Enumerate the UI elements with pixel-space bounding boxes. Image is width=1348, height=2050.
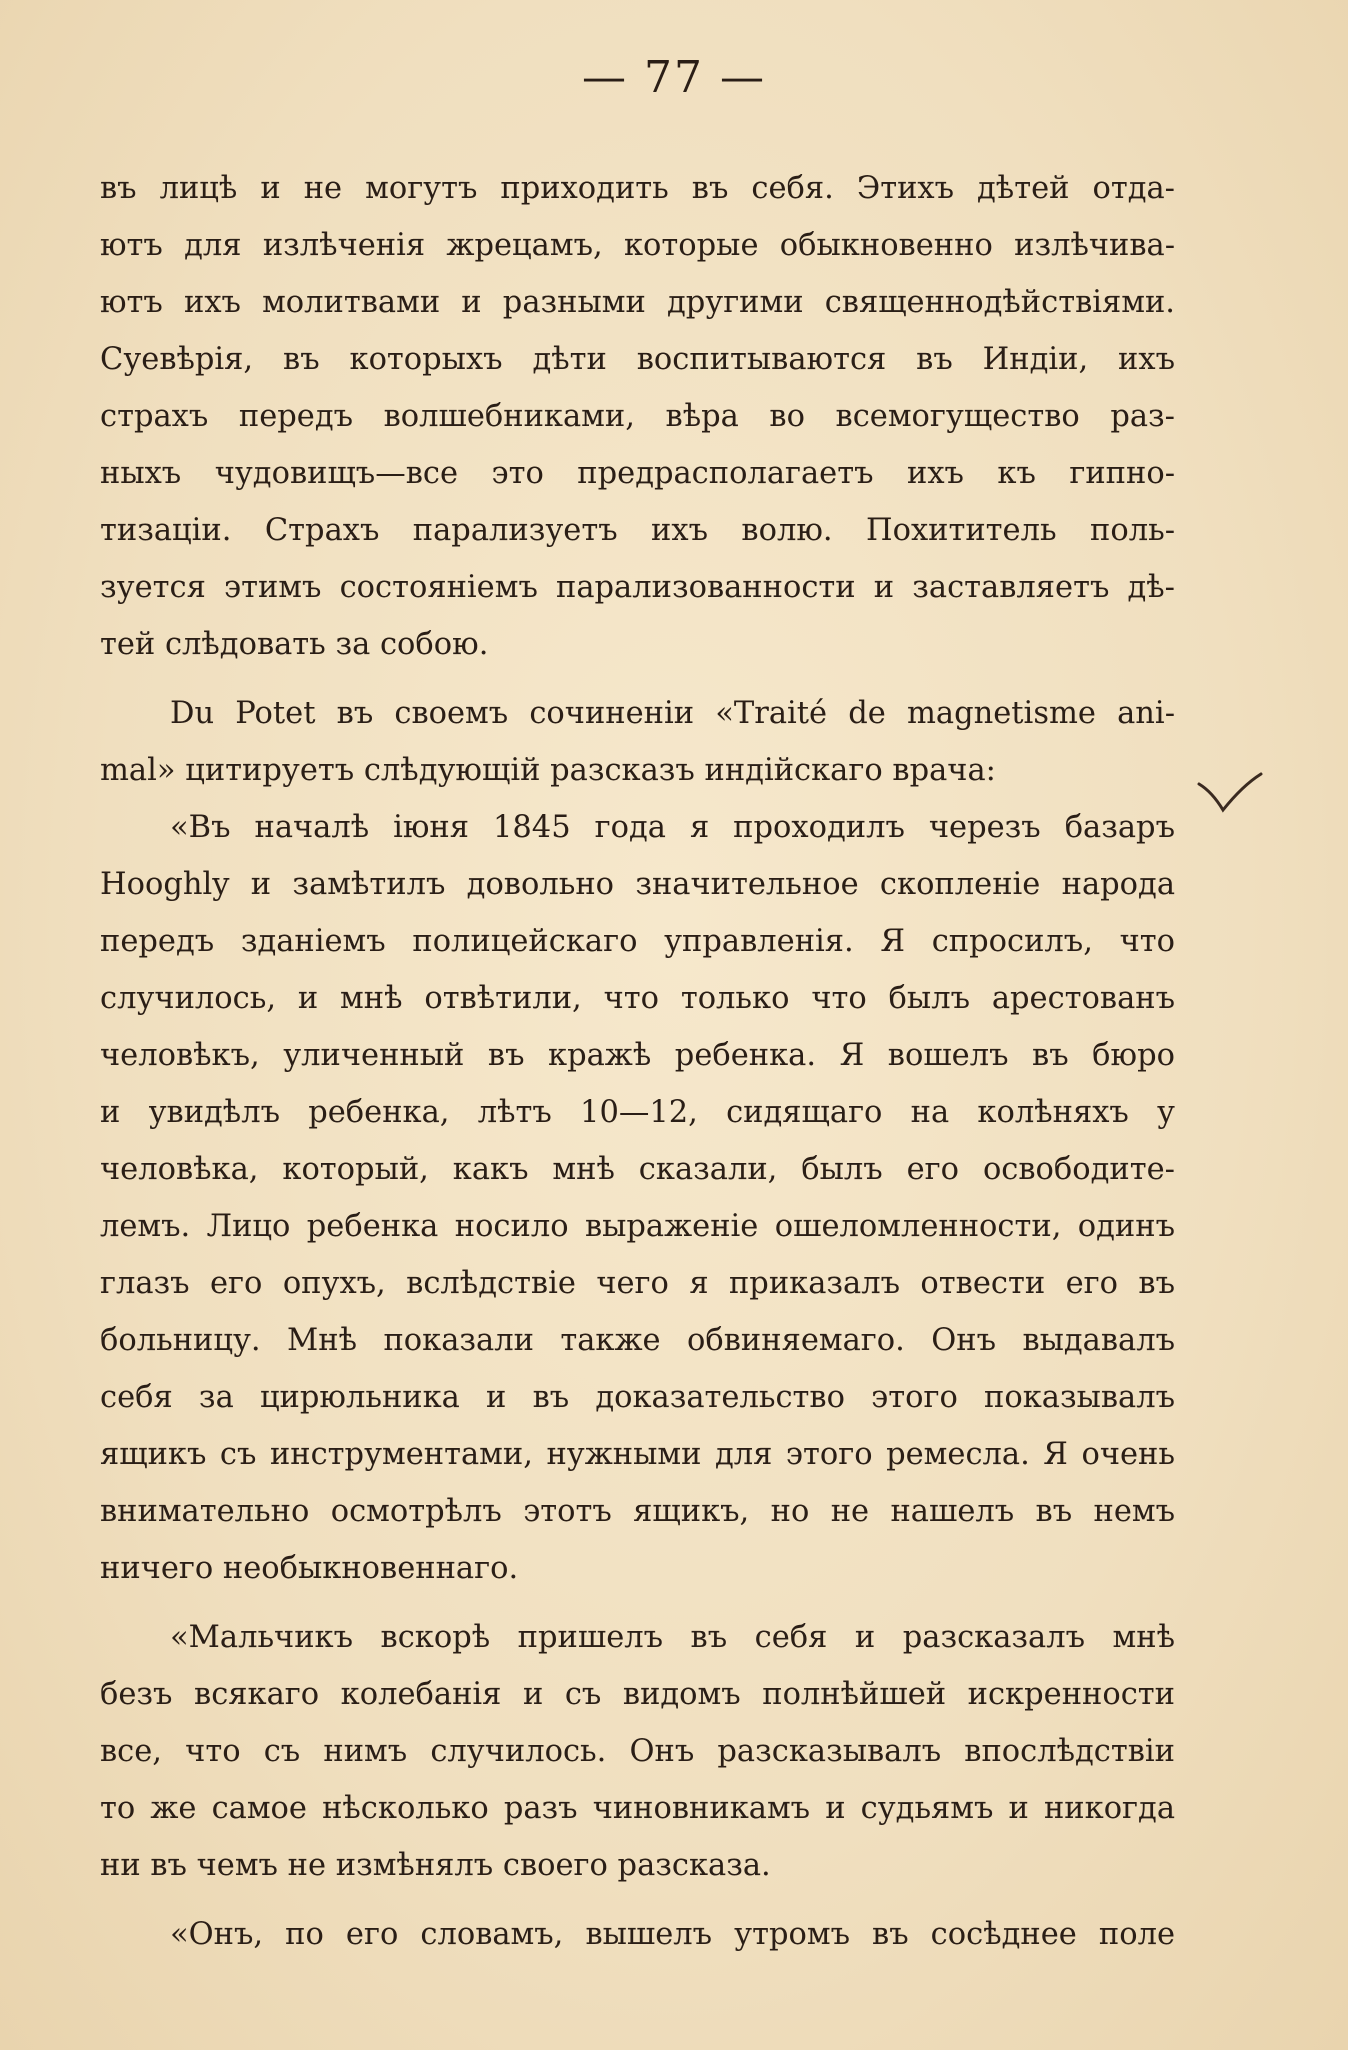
text-line: Суевѣрія, въ которыхъ дѣти воспитываются въ Индіи, ихъ bbox=[100, 342, 1175, 377]
paragraph bbox=[100, 1609, 1175, 1894]
text-line: Hooghly и замѣтилъ довольно значительное скопленіе народа bbox=[100, 867, 1175, 902]
text-line: больницу. Мнѣ показали также обвиняемаго. Онъ выдавалъ bbox=[100, 1323, 1175, 1358]
text-line: страхъ передъ волшебниками, вѣра во всемогущество раз- bbox=[100, 399, 1175, 434]
text-line: себя за цирюльника и въ доказательство этого показывалъ bbox=[100, 1380, 1175, 1415]
text-line: ничего необыкновеннаго. bbox=[100, 1551, 519, 1586]
paragraph bbox=[100, 160, 1175, 673]
text-line: «Онъ, по его словамъ, вышелъ утромъ въ сосѣднее поле bbox=[170, 1917, 1175, 1952]
paragraph bbox=[100, 799, 1175, 1597]
text-line: внимательно осмотрѣлъ этотъ ящикъ, но не нашелъ въ немъ bbox=[100, 1494, 1175, 1529]
text-line: и увидѣлъ ребенка, лѣтъ 10—12, сидящаго на колѣняхъ у bbox=[100, 1095, 1175, 1130]
text-line: «Мальчикъ вскорѣ пришелъ въ себя и разсказалъ мнѣ bbox=[170, 1620, 1175, 1655]
text-line: человѣка, который, какъ мнѣ сказали, былъ его освободите- bbox=[100, 1152, 1175, 1187]
text-line: «Въ началѣ іюня 1845 года я проходилъ черезъ базаръ bbox=[170, 810, 1175, 845]
paragraph bbox=[100, 1906, 1175, 1963]
text-line: тизаціи. Страхъ парализуетъ ихъ волю. Похититель поль- bbox=[100, 513, 1175, 548]
page-number: — 77 — bbox=[582, 52, 766, 103]
text-line: случилось, и мнѣ отвѣтили, что только что былъ арестованъ bbox=[100, 981, 1175, 1016]
text-line: передъ зданіемъ полицейскаго управленія. Я спросилъ, что bbox=[100, 924, 1175, 959]
text-line: ныхъ чудовищъ—все это предрасполагаетъ ихъ къ гипно- bbox=[100, 456, 1175, 491]
text-line: въ лицѣ и не могутъ приходить въ себя. Этихъ дѣтей отда- bbox=[100, 171, 1175, 206]
text-line: глазъ его опухъ, вслѣдствіе чего я приказалъ отвести его въ bbox=[100, 1266, 1175, 1301]
text-line: mal» цитируетъ слѣдующій разсказъ индійскаго врача: bbox=[100, 753, 996, 788]
text-line: безъ всякаго колебанія и съ видомъ полнѣйшей искренности bbox=[100, 1677, 1175, 1712]
text-line: ни въ чемъ не измѣнялъ своего разсказа. bbox=[100, 1848, 771, 1883]
text-line: ютъ ихъ молитвами и разными другими священнодѣйствіями. bbox=[100, 285, 1175, 320]
text-line: зуется этимъ состояніемъ парализованности и заставляетъ дѣ- bbox=[100, 570, 1175, 605]
text-line: то же самое нѣсколько разъ чиновникамъ и судьямъ и никогда bbox=[100, 1791, 1175, 1826]
text-line: ютъ для излѣченія жрецамъ, которые обыкновенно излѣчива- bbox=[100, 228, 1175, 263]
body-text bbox=[100, 160, 1175, 1963]
text-line: ящикъ съ инструментами, нужными для этого ремесла. Я очень bbox=[100, 1437, 1175, 1472]
text-line: человѣкъ, уличенный въ кражѣ ребенка. Я вошелъ въ бюро bbox=[100, 1038, 1175, 1073]
text-line: все, что съ нимъ случилось. Онъ разсказывалъ впослѣдствіи bbox=[100, 1734, 1175, 1769]
paragraph bbox=[100, 685, 1175, 799]
text-line: Du Potet въ своемъ сочиненіи «Traité de magnetisme ani- bbox=[170, 696, 1175, 731]
text-line: лемъ. Лицо ребенка носило выраженіе ошеломленности, одинъ bbox=[100, 1209, 1175, 1244]
checkmark-icon bbox=[1195, 770, 1265, 830]
text-line: тей слѣдовать за собою. bbox=[100, 627, 489, 662]
